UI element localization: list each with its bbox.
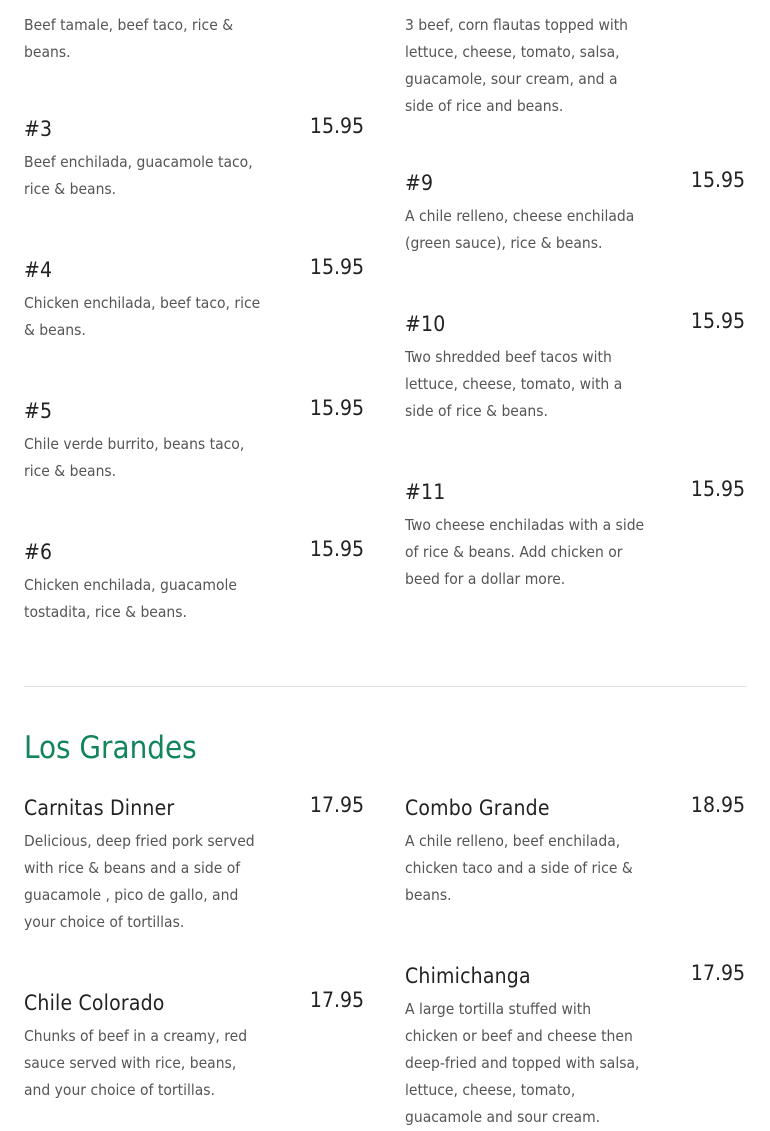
item-description: Chile verde burrito, beans taco, rice & beans. bbox=[24, 435, 245, 480]
item-description: Beef tamale, beef taco, rice & beans. bbox=[24, 16, 234, 61]
item-name: Carnitas Dinner bbox=[24, 796, 175, 820]
item-price: 17.95 bbox=[309, 793, 364, 817]
item-description: Beef enchilada, guacamole taco, rice & beans. bbox=[24, 153, 253, 198]
item-price: 15.95 bbox=[309, 537, 364, 561]
item-description: Two cheese enchiladas with a side of rice & beans. Add chicken or beed for a dollar more. bbox=[405, 516, 645, 588]
item-price: 15.95 bbox=[309, 255, 364, 279]
item-price: 15.95 bbox=[309, 396, 364, 420]
item-price: 18.95 bbox=[690, 793, 745, 817]
item-description: Two shredded beef tacos with lettuce, cheese, tomato, with a side of rice & beans. bbox=[405, 348, 623, 420]
item-name: Chile Colorado bbox=[24, 991, 165, 1015]
item-description: Chicken enchilada, beef taco, rice & beans. bbox=[24, 294, 261, 339]
item-name: #4 bbox=[24, 258, 53, 282]
item-price: 15.95 bbox=[690, 168, 745, 192]
section-divider bbox=[24, 686, 746, 687]
item-description: A large tortilla stuffed with chicken or beef and cheese then deep-fried and topped with salsa, lettuce, cheese, tomato, guacamole and sour cream. bbox=[405, 1000, 640, 1126]
item-description: Delicious, deep fried pork served with rice & beans and a side of guacamole , pico de gallo, and your choice of tortillas. bbox=[24, 832, 255, 931]
item-name: #9 bbox=[405, 171, 434, 195]
item-price: 17.95 bbox=[690, 961, 745, 985]
item-name: Combo Grande bbox=[405, 796, 550, 820]
item-name: #3 bbox=[24, 117, 53, 141]
item-name: #5 bbox=[24, 399, 53, 423]
item-description: Chunks of beef in a creamy, red sauce served with rice, beans, and your choice of tortillas. bbox=[24, 1027, 248, 1099]
section-title: Los Grandes bbox=[24, 730, 197, 766]
item-price: 17.95 bbox=[309, 988, 364, 1012]
item-description: A chile relleno, cheese enchilada (green sauce), rice & beans. bbox=[405, 207, 635, 252]
item-name: Chimichanga bbox=[405, 964, 531, 988]
item-price: 15.95 bbox=[690, 477, 745, 501]
item-description: 3 beef, corn flautas topped with lettuce, cheese, tomato, salsa, guacamole, sour cream, and a side of rice and beans. bbox=[405, 16, 629, 115]
item-price: 15.95 bbox=[309, 114, 364, 138]
item-description: A chile relleno, beef enchilada, chicken taco and a side of rice & beans. bbox=[405, 832, 633, 904]
item-name: #6 bbox=[24, 540, 53, 564]
item-name: #10 bbox=[405, 312, 446, 336]
item-name: #11 bbox=[405, 480, 446, 504]
item-description: Chicken enchilada, guacamole tostadita, rice & beans. bbox=[24, 576, 237, 621]
item-price: 15.95 bbox=[690, 309, 745, 333]
